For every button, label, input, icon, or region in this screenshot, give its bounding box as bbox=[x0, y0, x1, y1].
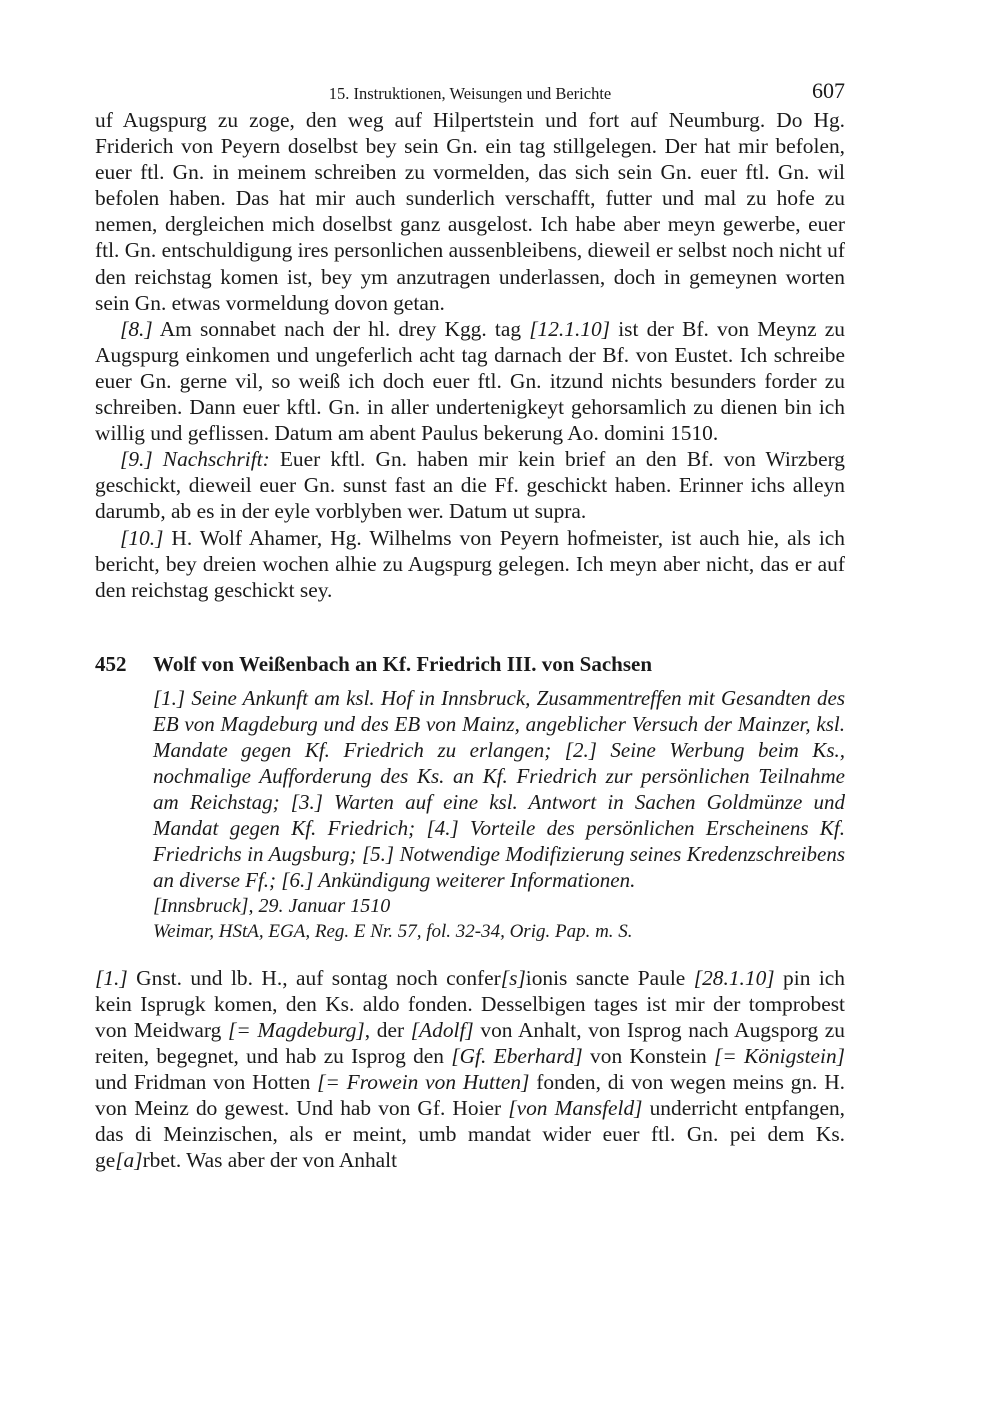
paragraph-text: rbet. Was aber der von Anhalt bbox=[142, 1148, 398, 1173]
editorial-insertion: [= Magdeburg] bbox=[227, 1017, 365, 1042]
running-head bbox=[95, 78, 845, 108]
regest-summary: [1.] Seine Ankunft am ksl. Hof in Innsbruck, Zusammentreffen mit Gesandten des EB von Magdeburg und des EB von Mainz, angeblicher Versuch der Mainzer, ksl. Mandate gegen Kf. Friedrich zu erlangen; [2.] Seine Werbung beim Ks., nochmalige Aufforderung des Ks. an Kf. Friedrich zur persönlichen Teilnahme am Reichstag; [3.] Warten auf eine ksl. Antwort in Sachen Goldmünze und Mandat gegen Kf. Friedrich; [4.] Vorteile des persönlichen Erscheinens Kf. Friedrichs in Augsburg; [5.] Notwendige Modifizierung seines Kredenzschreibens an diverse Ff.; [6.] Ankündigung weiterer Informationen. bbox=[153, 685, 845, 892]
document-title: Wolf von Weißenbach an Kf. Friedrich III. von Sachsen bbox=[153, 651, 653, 676]
paragraph-1 bbox=[95, 965, 845, 1174]
editorial-insertion: [s] bbox=[500, 965, 526, 990]
dateline: [Innsbruck], 29. Januar 1510 bbox=[153, 894, 391, 917]
paragraph-10 bbox=[95, 525, 845, 603]
paragraph-text: Am sonnabet nach der hl. drey Kgg. tag bbox=[152, 316, 530, 341]
editorial-insertion: [von Mansfeld] bbox=[508, 1096, 643, 1121]
document-page bbox=[95, 78, 845, 1174]
paragraph-text: von Konstein bbox=[582, 1044, 714, 1069]
paragraph-9 bbox=[95, 446, 845, 524]
running-title: 15. Instruktionen, Weisungen und Berichte bbox=[328, 84, 612, 103]
paragraph-text: underricht entpfangen, das di Meinzischen, als er meint, umb mandat wider euer ftl. Gn. pei dem Ks. ge bbox=[95, 1096, 845, 1173]
paragraph-text: pin ich kein Isprugk komen, den Ks. aldo fonden. Desselbigen tages ist mir der tomprobest von Meidwarg bbox=[95, 965, 845, 1042]
editorial-insertion: [= Königstein] bbox=[713, 1044, 845, 1069]
paragraph-8 bbox=[95, 316, 845, 446]
editorial-date: [28.1.10] bbox=[693, 965, 775, 990]
editorial-date: [12.1.10] bbox=[529, 316, 611, 341]
archival-source: Weimar, HStA, EGA, Reg. E Nr. 57, fol. 32-34, Orig. Pap. m. S. bbox=[153, 920, 633, 942]
editorial-insertion: [= Frowein von Hutten] bbox=[317, 1070, 530, 1095]
document-number: 452 bbox=[95, 651, 127, 676]
paragraph-text: Gnst. und lb. H., auf sontag noch confer bbox=[127, 965, 501, 990]
paragraph-number: [1.] bbox=[95, 965, 128, 990]
editorial-insertion: [Gf. Eberhard] bbox=[451, 1044, 583, 1069]
editorial-insertion: [a] bbox=[115, 1148, 143, 1173]
page-number: 607 bbox=[812, 78, 845, 103]
continuation-text bbox=[95, 107, 845, 603]
editorial-insertion: [Adolf] bbox=[410, 1017, 474, 1042]
paragraph-text: ionis sancte Paule bbox=[525, 965, 694, 990]
document-body bbox=[95, 965, 845, 1174]
paragraph-text: fonden, di von wegen meins gn. H. von Meinz do gewest. Und hab von Gf. Hoier bbox=[95, 1070, 845, 1121]
paragraph-text: , der bbox=[364, 1017, 411, 1042]
paragraph-text: Euer kftl. Gn. haben mir kein brief an den Bf. von Wirzberg geschickt, dieweil euer Gn. sunst fast an die Ff. geschickt haben. Erinner ichs alleyn darumb, ab es in der eyle vorblyben wer. Datum ut supra. bbox=[95, 447, 846, 524]
paragraph-text: ist der Bf. von Meynz zu Augspurg einkomen und ungeferlich acht tag darnach der Bf. von Eustet. Ich schreibe euer Gn. gerne vil, so weiß ich doch euer ftl. Gn. itzund nichts besunders forder zu schreiben. Dann euer kftl. Gn. in aller undertenigkeyt gehorsamlich zu dienen bin ich willig und geflissen. Datum am abent Paulus bekerung Ao. domini 1510. bbox=[95, 316, 845, 446]
paragraph-number: [10.] bbox=[120, 525, 164, 550]
paragraph-text: H. Wolf Ahamer, Hg. Wilhelms von Peyern hofmeister, ist auch hie, als ich bericht, bey dreien wochen alhie zu Augspurg gelegen. Ich meyn aber nicht, das er auf den reichstag geschickt sey. bbox=[95, 525, 845, 602]
paragraph-number: [9.] Nachschrift: bbox=[120, 447, 270, 472]
regest-block bbox=[153, 685, 845, 945]
paragraph-text: und Fridman von Hotten bbox=[95, 1070, 318, 1095]
document-heading bbox=[95, 651, 845, 677]
paragraph-text: von Anhalt, von Isprog nach Augsporg zu reiten, begegnet, und hab zu Isprog den bbox=[95, 1017, 845, 1069]
paragraph-continued: uf Augspurg zu zoge, den weg auf Hilpertstein und fort auf Neumburg. Do Hg. Friderich von Peyern doselbst bey sein Gn. ein tag stillgelegen. Der hat mir befolen, euer ftl. Gn. in meinem schreiben zu vormelden, das sich sein Gn. euer ftl. Gn. wil befolen haben. Das hat mir auch sunderlich verschafft, futter und mal zu hofe zu nemen, dergleichen mich doselbst ganz ausgelost. Ich habe aber meyn gewerbe, euer ftl. Gn. entschuldigung ires personlichen aussenbleibens, dieweil er selbst noch nicht uf den reichstag komen ist, bey ym anzutragen underlassen, doch in gemeynen worten sein Gn. etwas vormeldung dovon getan. bbox=[95, 108, 845, 315]
paragraph-number: [8.] bbox=[120, 316, 153, 341]
